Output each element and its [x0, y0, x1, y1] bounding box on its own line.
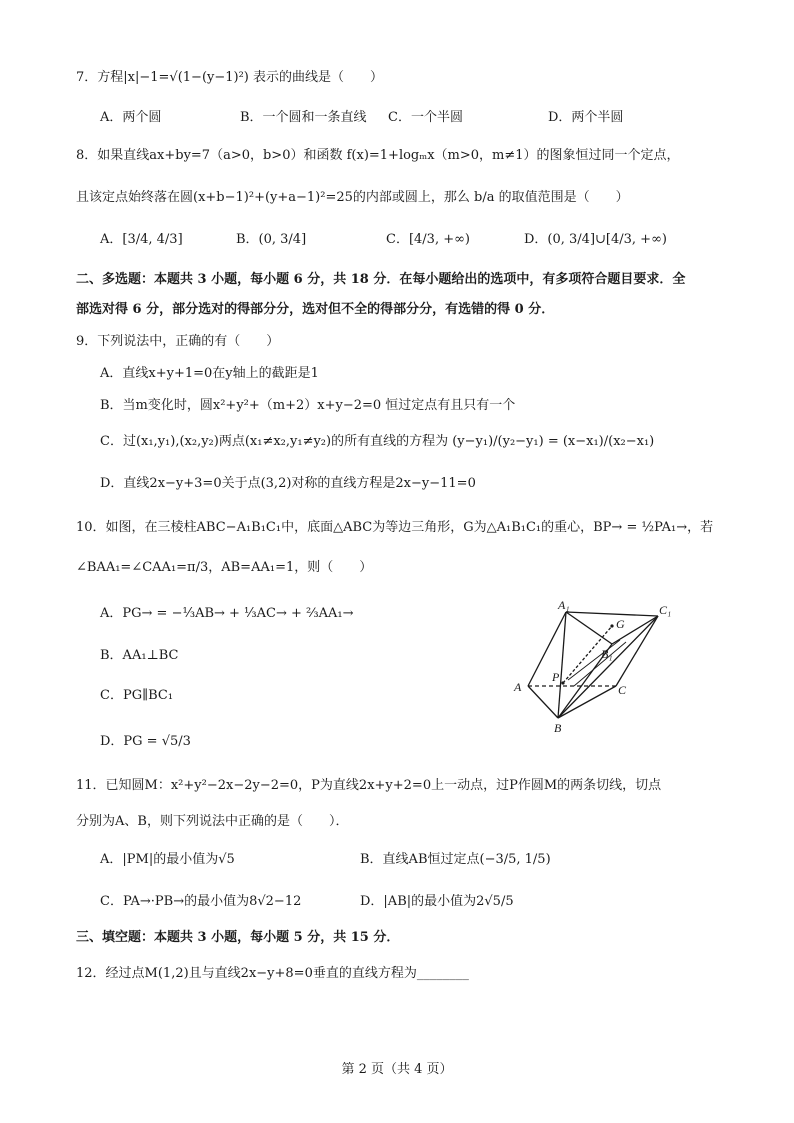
q11-option-b: B．直线AB恒过定点(−3/5, 1/5) [360, 852, 551, 867]
edge-a1-c1 [566, 612, 658, 616]
q8-stem-line-1: 8．如果直线ax+by=7（a>0，b>0）和函数 f(x)=1+logₘx（m>0，m≠1）的图象恒过同一个定点， [76, 148, 680, 163]
triangular-prism-figure [508, 600, 698, 745]
q9-option-d: D．直线2x−y+3=0关于点(3,2)对称的直线方程是2x−y−11=0 [100, 476, 476, 491]
q9-option-a: A．直线x+y+1=0在y轴上的截距是1 [100, 366, 319, 381]
label-b1: B₁ [601, 647, 613, 661]
q7-option-a: A．两个圆 [100, 110, 162, 125]
edge-a1-b1 [566, 612, 612, 644]
section-2-heading-cont: 部选对得 6 分，部分选对的得部分分，选对但不全的得部分分，有选错的得 0 分． [76, 302, 555, 317]
segment-b-a1 [558, 612, 566, 718]
q11-option-a: A．|PM|的最小值为√5 [100, 852, 235, 867]
q10-option-d: D．PG = √5/3 [100, 734, 191, 749]
q11-stem-line-1: 11．已知圆M：x²+y²−2x−2y−2=0，P为直线2x+y+2=0上一动点，过P作圆M的两条切线，切点 [76, 778, 662, 793]
q8-option-a: A．[3/4, 4/3] [100, 232, 183, 247]
q10-option-b: B．AA₁⊥BC [100, 648, 179, 663]
label-c: C [618, 683, 627, 697]
q11-stem-line-2: 分别为A、B，则下列说法中正确的是（ ）． [76, 814, 349, 829]
label-b: B [554, 721, 562, 735]
q10-option-c: C．PG∥BC₁ [100, 688, 174, 703]
q8-stem-line-2: 且该定点始终落在圆(x+b−1)²+(y+a−1)²=25的内部或圆上，那么 b/a 的取值范围是（ ） [76, 190, 629, 205]
q7-option-d: D．两个半圆 [548, 110, 624, 125]
label-a1: A₁ [558, 600, 570, 612]
edge-a-a1 [528, 612, 566, 686]
q9-option-b: B．当m变化时，圆x²+y²+（m+2）x+y−2=0 恒过定点有且只有一个 [100, 398, 516, 413]
q7-stem: 7．方程|x|−1=√(1−(y−1)²) 表示的曲线是（ ） [76, 70, 384, 85]
section-2-heading: 二、多选题：本题共 3 小题，每小题 6 分，共 18 分．在每小题给出的选项中，有多项符合题目要求．全 [76, 272, 686, 287]
q8-option-b: B．(0, 3/4] [236, 232, 307, 247]
q12-stem: 12．经过点M(1,2)且与直线2x−y+8=0垂直的直线方程为________ [76, 966, 469, 981]
q7-option-c: C．一个半圆 [388, 110, 463, 125]
edge-b-c [558, 686, 616, 718]
q8-option-d: D．(0, 3/4]∪[4/3, +∞) [524, 232, 667, 247]
q8-option-c: C．[4/3, +∞) [386, 232, 470, 247]
label-a: A [514, 680, 522, 694]
q7-option-b: B．一个圆和一条直线 [240, 110, 367, 125]
hatch-line-2 [574, 642, 626, 686]
label-c1: C₁ [659, 603, 672, 617]
page-footer: 第 2 页（共 4 页） [341, 1062, 453, 1077]
q10-option-a: A．PG→ = −⅓AB→ + ⅓AC→ + ⅔AA₁→ [100, 606, 354, 621]
q11-option-c: C．PA→·PB→的最小值为8√2−12 [100, 894, 302, 909]
segment-b-c1 [558, 616, 658, 718]
label-p: P [552, 670, 560, 684]
q10-stem-line-2: ∠BAA₁=∠CAA₁=π/3，AB=AA₁=1，则（ ） [76, 560, 373, 575]
q9-option-c: C．过(x₁,y₁),(x₂,y₂)两点(x₁≠x₂,y₁≠y₂)的所有直线的方程为 (y−y₁)/(y₂−y₁) = (x−x₁)/(x₂−x₁) [100, 434, 655, 449]
point-g [610, 624, 613, 627]
edge-a-b [528, 686, 558, 718]
q10-stem-line-1: 10．如图，在三棱柱ABC−A₁B₁C₁中，底面△ABC为等边三角形，G为△A₁B₁C₁的重心，BP→ = ½PA₁→，若 [76, 520, 714, 535]
section-3-heading: 三、填空题：本题共 3 小题，每小题 5 分，共 15 分． [76, 930, 400, 945]
label-g: G [616, 617, 625, 631]
q9-stem: 9．下列说法中，正确的有（ ） [76, 334, 280, 349]
q11-option-d: D．|AB|的最小值为2√5/5 [360, 894, 514, 909]
point-p [561, 681, 564, 684]
